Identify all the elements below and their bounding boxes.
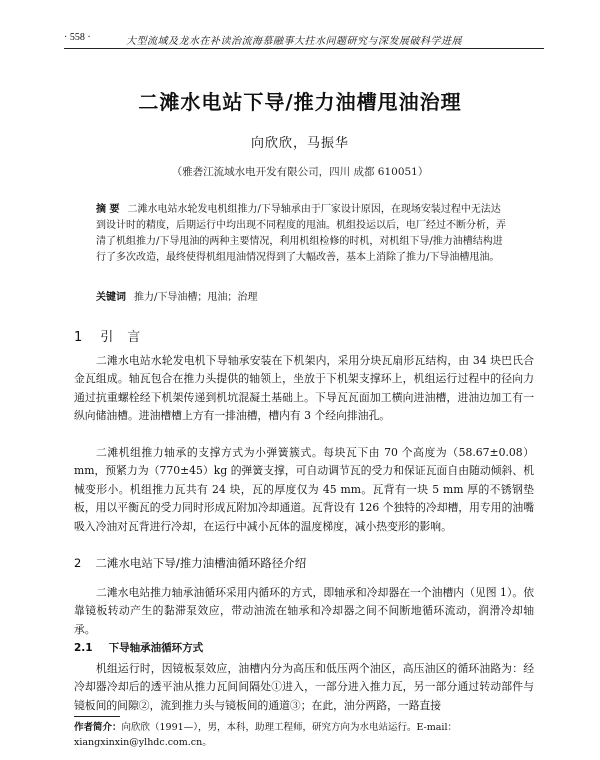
- footnote-rule: [74, 716, 120, 717]
- section-2-1-heading: [74, 640, 203, 655]
- section-2-paragraph: 二滩水电站推力轴承油循环采用内循环的方式，即轴承和冷却器在一个油槽内（见图 1）。依靠镜板转动产生的黏滞泵效应，带动油流在轴承和冷却器之间不间断地循环流动，润滑冷却轴承。: [74, 586, 534, 636]
- authors: 向欣欣，马振华: [250, 136, 349, 151]
- running-header: [64, 28, 544, 49]
- section-1-paragraph-2: 二滩机组推力轴承的支撑方式为小弹簧簇式。每块瓦下由 70 个高度为（58.67±0.08）mm，预紧力为（770±45）kg 的弹簧支撑，可自动调节瓦的受力和保证瓦面自由随动倾斜、机械变形小。机组推力瓦共有 24 块，瓦的厚度仅为 45 mm。瓦背有一块 5 mm 厚的不锈钢垫板，用以平衡瓦的受力同时形成瓦附加冷却通道。瓦背设有 126 个独特的冷却槽，用专用的油嘴吸入冷油对瓦背进行冷却，在运行中减小瓦体的温度梯度，减小热变形的影响。: [74, 446, 534, 533]
- affiliation: （雅砻江流域水电开发有限公司，四川 成都 610051）: [171, 166, 429, 178]
- abstract-label: 摘 要: [96, 204, 120, 215]
- keywords-text: 推力/下导油槽；甩油；治理: [134, 292, 258, 303]
- section-2-1-number: 2.1: [74, 642, 93, 654]
- section-1-title: 引言: [100, 330, 155, 345]
- page-number: · 558 ·: [64, 32, 91, 43]
- keywords-label: 关键词: [96, 292, 126, 303]
- footnote-text: 向欣欣（1991—），男，本科，助理工程师，研究方向为水电站运行。E-mail：xiangxinxin@ylhdc.com.cn。: [74, 722, 458, 748]
- paper-title: 二滩水电站下导/推力油槽甩油治理: [138, 90, 462, 114]
- author-footnote: [74, 720, 534, 750]
- section-1-number: 1: [74, 330, 83, 345]
- abstract: [96, 202, 508, 266]
- section-2-number: 2: [74, 556, 82, 570]
- section-2-heading: [74, 555, 306, 571]
- abstract-text: 二滩水电站水轮发电机组推力/下导轴承由于厂家设计原因，在现场安装过程中无法达到设计时的精度，后期运行中均出现不同程度的甩油。机组投运以后，电厂经过不断分析，弄清了机组推力/下导甩油的两种主要情况，利用机组检修的时机，对机组下导/推力油槽结构进行了多次改造，最终使得机组甩油情况得到了大幅改善，基本上消除了推力/下导油槽甩油。: [96, 204, 506, 263]
- section-2-1-paragraph: 机组运行时，因镜板泵效应，油槽内分为高压和低压两个油区，高压油区的循环油路为：经冷却器冷却后的透平油从推力瓦间间隔处①进入，一部分进入推力瓦，另一部分通过转动部件与镜板间的间隙②，流到推力头与镜板间的通道③；在此，油分两路，一路直接: [74, 662, 534, 712]
- section-1-paragraph-1: 二滩水电站水轮发电机下导轴承安装在下机架内，采用分块瓦扇形瓦结构，由 34 块巴氏合金瓦组成。轴瓦包合在推力头提供的轴领上，坐放于下机架支撑环上，机组运行过程中的径向力通过抗重螺栓经下机架传递到机坑混凝土基础上。下导瓦瓦面加工横向进油槽，进油边加工有一纵向储油槽。进油槽槽上方有一排油槽，槽内有 3 个经向排油孔。: [74, 354, 534, 423]
- footnote-label: 作者简介：: [74, 722, 122, 733]
- keywords: [96, 290, 508, 306]
- section-1-heading: [74, 326, 154, 345]
- section-2-1-title: 下导轴承油循环方式: [108, 642, 204, 654]
- section-2-title: 二滩水电站下导/推力油槽油循环路径介绍: [95, 556, 307, 570]
- running-title: 大型流域及龙水在补读治流海慕融事大拄水问题研究与深发展破科学进展: [126, 36, 462, 47]
